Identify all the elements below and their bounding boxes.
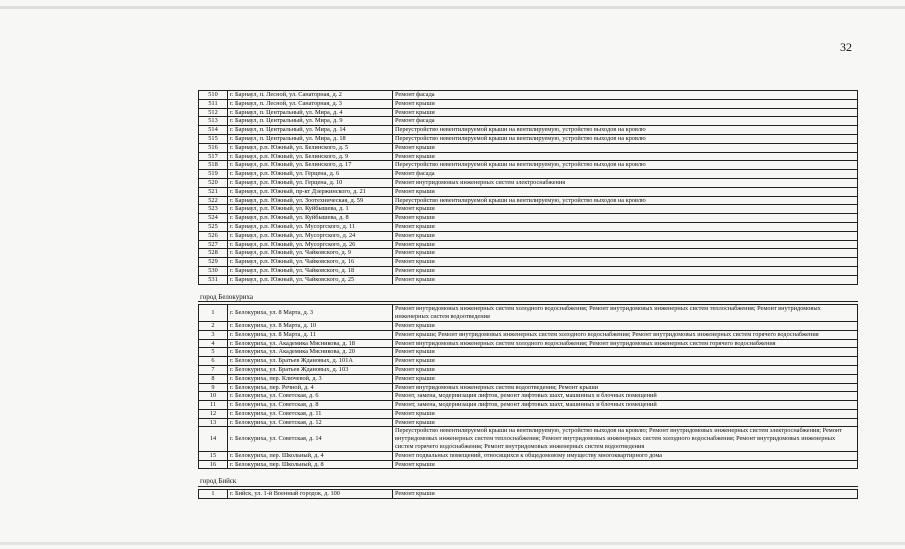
table-row — [199, 117, 858, 126]
row-number: 9 — [199, 383, 228, 392]
row-number: 510 — [199, 91, 228, 100]
table-row — [199, 392, 858, 401]
table-row — [199, 161, 858, 170]
row-work-type: Ремонт крыши — [393, 240, 858, 249]
row-number: 517 — [199, 152, 228, 161]
row-address: г. Барнаул, р.п. Южный, ул. Герцена, д. 10 — [228, 178, 393, 187]
row-number: 519 — [199, 170, 228, 179]
row-work-type: Переустройство невентилируемой крыши на вентилируемую, устройство выходов на кровлю — [393, 161, 858, 170]
row-work-type: Ремонт, замена, модернизация лифтов, ремонт лифтовых шахт, машинных и блочных помещений — [393, 401, 858, 410]
row-number: 531 — [199, 275, 228, 284]
row-address: г. Белокуриха, ул. Советская, д. 12 — [228, 418, 393, 427]
row-number: 11 — [199, 401, 228, 410]
row-number: 511 — [199, 99, 228, 108]
table-row — [199, 490, 858, 499]
table-row — [199, 178, 858, 187]
scan-edge-top — [0, 6, 905, 9]
row-number: 2 — [199, 321, 228, 330]
row-address: г. Барнаул, р.п. Южный, ул. Белинского, д. 5 — [228, 143, 393, 152]
section-title-belokurikha: город Белокуриха — [198, 294, 858, 303]
table-row — [199, 348, 858, 357]
row-address: г. Белокуриха, ул. 8 Марта, д. 11 — [228, 330, 393, 339]
row-address: г. Барнаул, р.п. Южный, ул. Мусоргского, д. 11 — [228, 222, 393, 231]
table-biysk — [198, 489, 858, 499]
table-row — [199, 240, 858, 249]
table-row — [199, 460, 858, 469]
row-address: г. Барнаул, п. Лесной, ул. Санаторная, д. 3 — [228, 99, 393, 108]
row-number: 7 — [199, 365, 228, 374]
table-row — [199, 357, 858, 366]
row-address: г. Барнаул, р.п. Южный, ул. Мусоргского, д. 24 — [228, 231, 393, 240]
row-number: 1 — [199, 490, 228, 499]
row-work-type: Ремонт крыши — [393, 187, 858, 196]
row-address: г. Барнаул, р.п. Южный, ул. Чайковского, д. 16 — [228, 258, 393, 267]
row-number: 14 — [199, 427, 228, 451]
table-row — [199, 108, 858, 117]
table-row — [199, 321, 858, 330]
row-address: г. Барнаул, р.п. Южный, ул. Чайковского, д. 25 — [228, 275, 393, 284]
row-number: 3 — [199, 330, 228, 339]
row-address: г. Барнаул, р.п. Южный, ул. Куйбышева, д. 8 — [228, 214, 393, 223]
row-number: 514 — [199, 126, 228, 135]
row-address: г. Барнаул, р.п. Южный, пр-кт Дзержинского, д. 21 — [228, 187, 393, 196]
row-address: г. Белокуриха, ул. Братьев Ждановых, д. 101А — [228, 357, 393, 366]
page-number: 32 — [840, 40, 852, 54]
row-number: 527 — [199, 240, 228, 249]
table-row — [199, 249, 858, 258]
row-address: г. Белокуриха, ул. Советская, д. 8 — [228, 401, 393, 410]
row-work-type: Ремонт крыши — [393, 348, 858, 357]
row-address: г. Белокуриха, ул. 8 Марта, д. 10 — [228, 321, 393, 330]
row-number: 512 — [199, 108, 228, 117]
row-number: 529 — [199, 258, 228, 267]
table-row — [199, 170, 858, 179]
table-row — [199, 451, 858, 460]
row-address: г. Барнаул, п. Центральный, ул. Мира, д. 14 — [228, 126, 393, 135]
row-number: 513 — [199, 117, 228, 126]
row-number: 520 — [199, 178, 228, 187]
row-number: 10 — [199, 392, 228, 401]
table-row — [199, 143, 858, 152]
row-work-type: Ремонт крыши — [393, 418, 858, 427]
row-number: 1 — [199, 305, 228, 322]
table-row — [199, 266, 858, 275]
row-number: 4 — [199, 339, 228, 348]
row-work-type: Ремонт внутридомовых инженерных систем холодного водоснабжения; Ремонт внутридомовых инженерных систем горячего водоснабжения — [393, 339, 858, 348]
row-number: 13 — [199, 418, 228, 427]
row-address: г. Бийск, ул. 1-й Военный городок, д. 100 — [228, 490, 393, 499]
row-address: г. Белокуриха, ул. Академика Мясникова, д. 20 — [228, 348, 393, 357]
table-row — [199, 418, 858, 427]
row-work-type: Переустройство невентилируемой крыши на вентилируемую, устройство выходов на кровлю — [393, 134, 858, 143]
row-work-type: Переустройство невентилируемой крыши на вентилируемую, устройство выходов на кровлю — [393, 196, 858, 205]
row-work-type: Ремонт, замена, модернизация лифтов, ремонт лифтовых шахт, машинных и блочных помещений — [393, 392, 858, 401]
row-address: г. Барнаул, р.п. Южный, ул. Зоотехническая, д. 59 — [228, 196, 393, 205]
row-address: г. Барнаул, р.п. Южный, ул. Белинского, д. 17 — [228, 161, 393, 170]
row-work-type: Ремонт фасада — [393, 170, 858, 179]
row-work-type: Ремонт подвальных помещений, относящихся к общедомовому имуществу многоквартирного дома — [393, 451, 858, 460]
row-number: 15 — [199, 451, 228, 460]
row-number: 16 — [199, 460, 228, 469]
scan-edge-bottom — [0, 542, 905, 545]
table-row — [199, 187, 858, 196]
row-address: г. Барнаул, р.п. Южный, ул. Герцена, д. 6 — [228, 170, 393, 179]
row-work-type: Ремонт крыши — [393, 321, 858, 330]
table-row — [199, 427, 858, 451]
row-work-type: Ремонт крыши — [393, 365, 858, 374]
row-number: 525 — [199, 222, 228, 231]
row-number: 526 — [199, 231, 228, 240]
row-address: г. Барнаул, р.п. Южный, ул. Чайковского, д. 9 — [228, 249, 393, 258]
table-row — [199, 339, 858, 348]
row-address: г. Барнаул, п. Центральный, ул. Мира, д. 4 — [228, 108, 393, 117]
table-row — [199, 409, 858, 418]
row-number: 530 — [199, 266, 228, 275]
table-row — [199, 330, 858, 339]
table-row — [199, 383, 858, 392]
row-number: 518 — [199, 161, 228, 170]
row-address: г. Барнаул, р.п. Южный, ул. Мусоргского, д. 26 — [228, 240, 393, 249]
row-work-type: Ремонт крыши — [393, 409, 858, 418]
table-row — [199, 126, 858, 135]
table-row — [199, 99, 858, 108]
row-work-type: Ремонт крыши — [393, 258, 858, 267]
row-number: 522 — [199, 196, 228, 205]
row-work-type: Ремонт крыши — [393, 222, 858, 231]
table-row — [199, 258, 858, 267]
table-row — [199, 205, 858, 214]
table-row — [199, 134, 858, 143]
section-title-biysk: город Бийск — [198, 478, 858, 487]
row-number: 5 — [199, 348, 228, 357]
row-work-type: Ремонт крыши — [393, 374, 858, 383]
table-row — [199, 401, 858, 410]
row-address: г. Барнаул, р.п. Южный, ул. Куйбышева, д. 1 — [228, 205, 393, 214]
row-number: 521 — [199, 187, 228, 196]
table-row — [199, 214, 858, 223]
row-number: 12 — [199, 409, 228, 418]
row-number: 515 — [199, 134, 228, 143]
row-work-type: Ремонт фасада — [393, 91, 858, 100]
row-address: г. Белокуриха, ул. Советская, д. 11 — [228, 409, 393, 418]
row-address: г. Барнаул, р.п. Южный, ул. Белинского, д. 9 — [228, 152, 393, 161]
table-row — [199, 231, 858, 240]
row-address: г. Барнаул, п. Лесной, ул. Санаторная, д. 2 — [228, 91, 393, 100]
row-address: г. Барнаул, п. Центральный, ул. Мира, д. 9 — [228, 117, 393, 126]
row-address: г. Белокуриха, ул. 8 Марта, д. 3 — [228, 305, 393, 322]
row-address: г. Барнаул, п. Центральный, ул. Мира, д. 18 — [228, 134, 393, 143]
row-work-type: Ремонт крыши — [393, 275, 858, 284]
row-work-type: Ремонт крыши — [393, 266, 858, 275]
row-address: г. Белокуриха, пер. Школьный, д. 8 — [228, 460, 393, 469]
row-number: 523 — [199, 205, 228, 214]
row-work-type: Ремонт фасада — [393, 117, 858, 126]
row-work-type: Переустройство невентилируемой крыши на вентилируемую, устройство выходов на кровлю — [393, 126, 858, 135]
row-address: г. Белокуриха, ул. Советская, д. 6 — [228, 392, 393, 401]
row-work-type: Ремонт крыши — [393, 143, 858, 152]
row-address: г. Белокуриха, ул. Советская, д. 14 — [228, 427, 393, 451]
row-work-type: Ремонт внутридомовых инженерных систем холодного водоснабжения; Ремонт внутридомовых инженерных систем теплоснабжения; Ремонт внутридомовых инженерных систем водоотведения — [393, 305, 858, 322]
table-row — [199, 305, 858, 322]
row-number: 524 — [199, 214, 228, 223]
document-table-area — [198, 90, 858, 499]
row-address: г. Белокуриха, пер. Речной, д. 4 — [228, 383, 393, 392]
row-work-type: Ремонт крыши; Ремонт внутридомовых инженерных систем холодного водоснабжения; Ремонт внутридомовых инженерных систем горячего водоснабжения — [393, 330, 858, 339]
table-row — [199, 275, 858, 284]
table-row — [199, 222, 858, 231]
table-row — [199, 365, 858, 374]
row-work-type: Ремонт крыши — [393, 214, 858, 223]
row-number: 8 — [199, 374, 228, 383]
row-address: г. Белокуриха, пер. Школьный, д. 4 — [228, 451, 393, 460]
row-work-type: Ремонт крыши — [393, 490, 858, 499]
row-work-type: Ремонт крыши — [393, 357, 858, 366]
table-belokurikha — [198, 304, 858, 469]
row-work-type: Ремонт крыши — [393, 152, 858, 161]
row-work-type: Ремонт крыши — [393, 108, 858, 117]
table-row — [199, 374, 858, 383]
row-work-type: Ремонт крыши — [393, 460, 858, 469]
table-barnaul — [198, 90, 858, 285]
row-work-type: Ремонт крыши — [393, 231, 858, 240]
row-work-type: Ремонт крыши — [393, 205, 858, 214]
row-address: г. Барнаул, р.п. Южный, ул. Чайковского, д. 18 — [228, 266, 393, 275]
row-number: 528 — [199, 249, 228, 258]
table-row — [199, 91, 858, 100]
row-address: г. Белокуриха, ул. Братьев Ждановых, д. 103 — [228, 365, 393, 374]
row-address: г. Белокуриха, ул. Академика Мясникова, д. 18 — [228, 339, 393, 348]
row-address: г. Белокуриха, пер. Ключевой, д. 3 — [228, 374, 393, 383]
row-number: 516 — [199, 143, 228, 152]
row-work-type: Ремонт крыши — [393, 249, 858, 258]
table-row — [199, 152, 858, 161]
row-work-type: Ремонт внутридомовых инженерных систем электроснабжения — [393, 178, 858, 187]
row-work-type: Ремонт внутридомовых инженерных систем водоотведения; Ремонт крыши — [393, 383, 858, 392]
row-work-type: Ремонт крыши — [393, 99, 858, 108]
row-number: 6 — [199, 357, 228, 366]
table-row — [199, 196, 858, 205]
row-work-type: Переустройство невентилируемой крыши на вентилируемую, устройство выходов на кровлю; Ремонт внутридомовых инженерных систем электроснабжения; Ремонт внутридомовых инженерных систем теплоснабжения; Ремонт внутридомовых инженерных систем холодного водоснабжения; Ремонт внутридомовых инженерных систем горячего водоснабжения; Ремонт внутридомовых инженерных систем водоотведения — [393, 427, 858, 451]
